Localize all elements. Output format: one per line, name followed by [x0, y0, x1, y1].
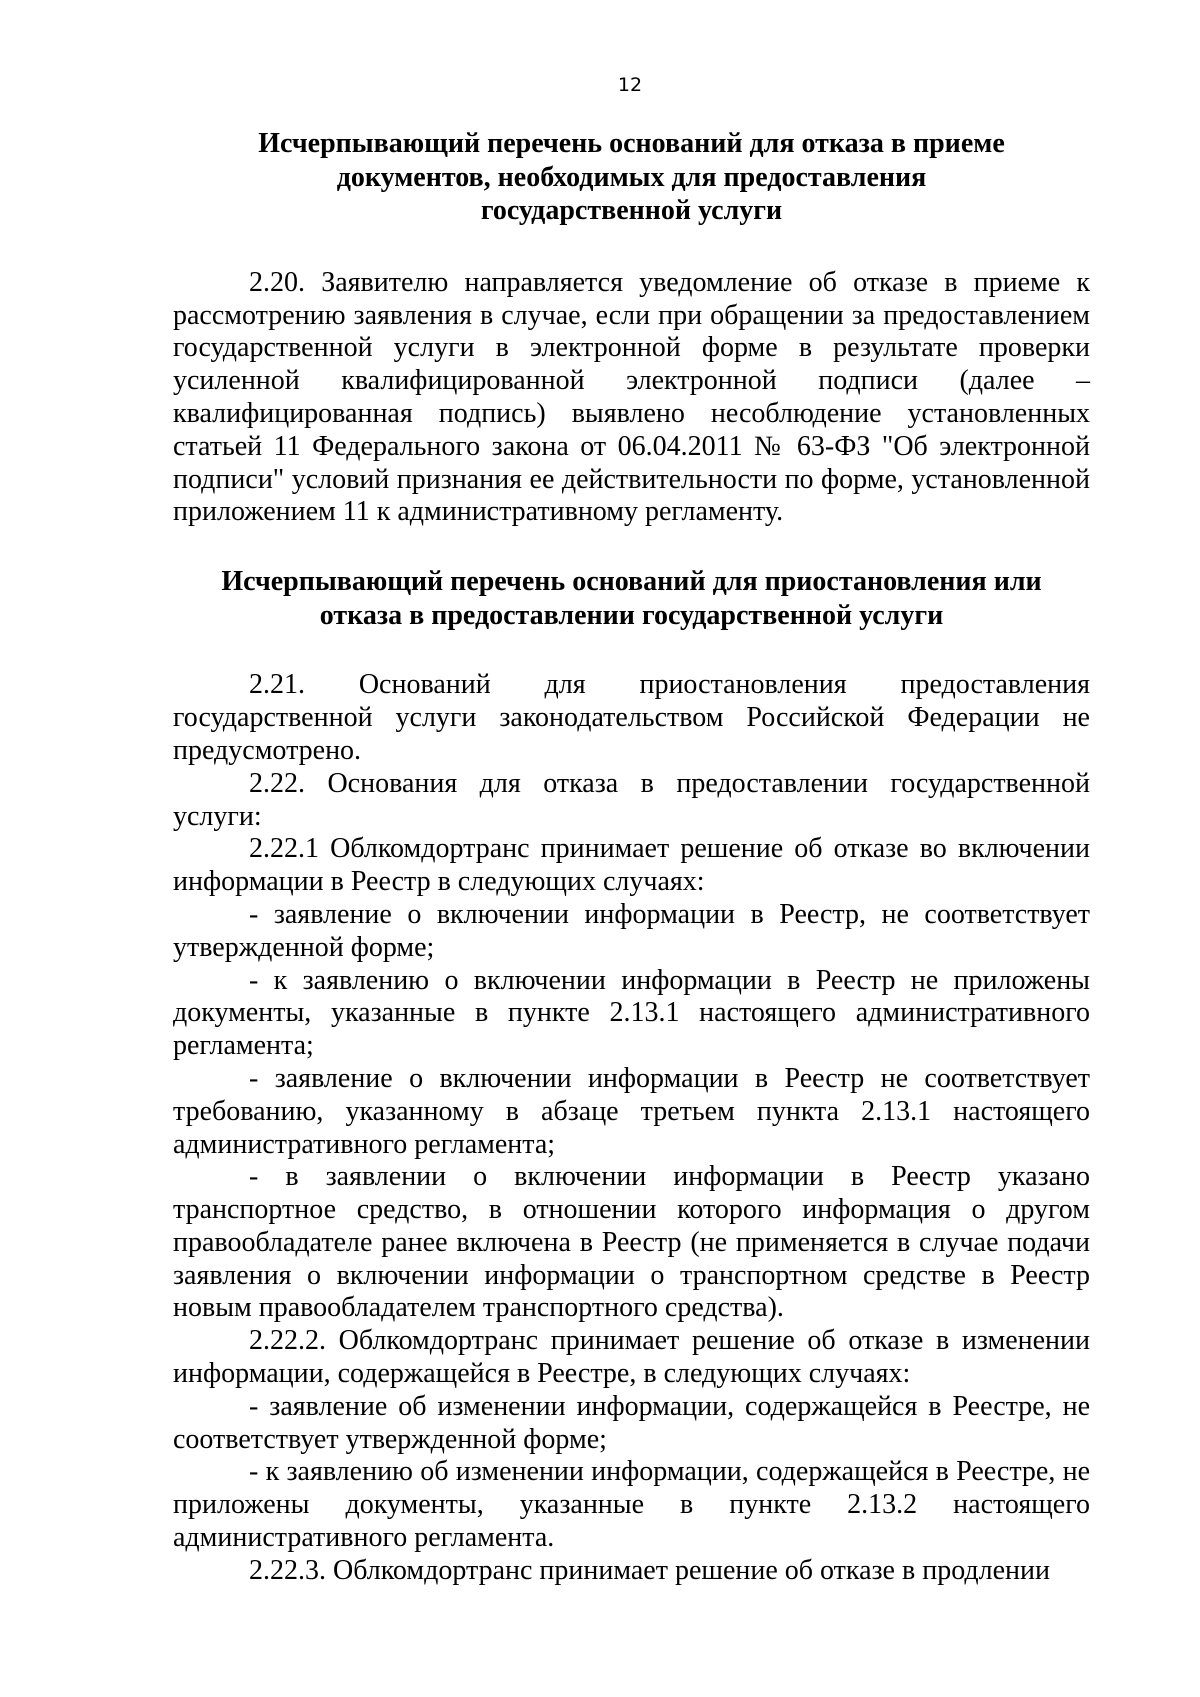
- heading-line: государственной услуги: [480, 195, 783, 227]
- list-item-refusal-inclusion: - к заявлению о включении информации в Реестр не приложены документы, указанные в пункте 2.13.1 настоящего административного регламента;: [173, 964, 1090, 1062]
- paragraph-2-21: 2.21. Оснований для приостановления предоставления государственной услуги законодательством Российской Федерации не предусмотрено.: [173, 669, 1090, 766]
- heading-line: отказа в предоставлении государственной услуги: [319, 599, 944, 631]
- heading-line: документов, необходимых для предоставления: [336, 161, 927, 193]
- list-item-refusal-inclusion: - заявление о включении информации в Реестр не соответствует требованию, указанному в абзаце третьем пункта 2.13.1 настоящего административного регламента;: [173, 1062, 1090, 1160]
- paragraph-2-22: 2.22. Основания для отказа в предоставлении государственной услуги:: [173, 767, 1090, 832]
- heading-line: Исчерпывающий перечень оснований для приостановления или: [221, 566, 1042, 598]
- list-item-refusal-change: - к заявлению об изменении информации, содержащейся в Реестре, не приложены документы, указанные в пункте 2.13.2 настоящего административного регламента.: [173, 1456, 1090, 1554]
- paragraph-2-22-3: 2.22.3. Облкомдортранс принимает решение об отказе в продлении: [249, 1554, 1050, 1586]
- paragraph-2-20: 2.20. Заявителю направляется уведомление об отказе в приеме к рассмотрению заявления в случае, если при обращении за предоставлением государственной услуги в электронной форме в результате проверки усиленной квалифицированной электронной подписи (далее – квалифицированная подпись) выявлено несоблюдение установленных статьей 11 Федерального закона от 06.04.2011 № 63-ФЗ "Об электронной подписи" условий признания ее действительности по форме, установленной приложением 11 к административному регламенту.: [173, 266, 1090, 528]
- section-heading-suspension-refusal: [173, 565, 1090, 632]
- document-body: [173, 127, 1090, 1588]
- list-item-refusal-inclusion: - в заявлении о включении информации в Реестр указано транспортное средство, в отношении которого информация о другом правообладателе ранее включена в Реестр (не применяется в случае подачи заявления о включении информации о транспортном средстве в Реестр новым правообладателем транспортного средства).: [173, 1161, 1090, 1324]
- page-number: 12: [617, 74, 643, 96]
- list-item-refusal-inclusion: - заявление о включении информации в Реестр, не соответствует утвержденной форме;: [173, 898, 1090, 963]
- paragraph-2-22-2: 2.22.2. Облкомдортранс принимает решение об отказе в изменении информации, содержащейся в Реестре, в следующих случаях:: [173, 1325, 1090, 1390]
- heading-line: Исчерпывающий перечень оснований для отказа в приеме: [258, 128, 1005, 159]
- list-item-refusal-change: - заявление об изменении информации, содержащейся в Реестре, не соответствует утвержденной форме;: [173, 1390, 1090, 1455]
- section-heading-refusal-acceptance: [173, 127, 1090, 228]
- paragraph-2-22-1: 2.22.1 Облкомдортранс принимает решение об отказе во включении информации в Реестр в следующих случаях:: [173, 833, 1090, 898]
